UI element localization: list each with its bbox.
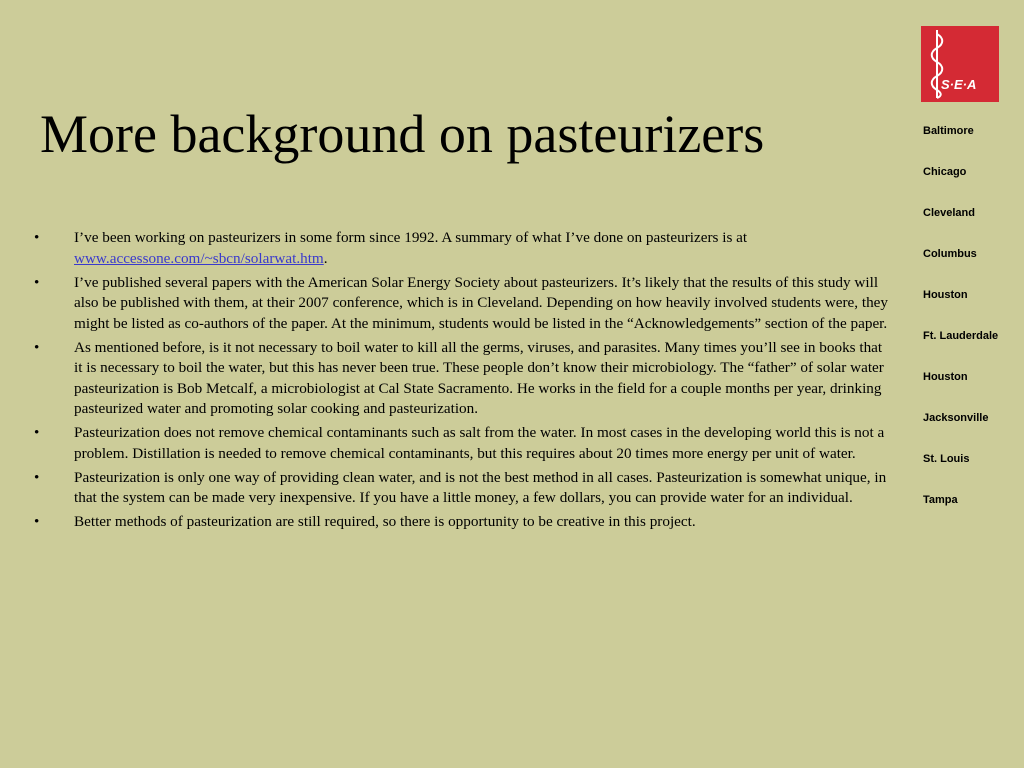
- bullet-icon: •: [34, 229, 40, 246]
- bullet-text: Better methods of pasteurization are still required, so there is opportunity to be creative in this project.: [74, 513, 696, 530]
- bullet-item: [30, 273, 890, 335]
- office-st-louis: St. Louis: [923, 453, 970, 465]
- bullet-item: [30, 338, 890, 420]
- office-list: [923, 124, 998, 534]
- office-columbus: Columbus: [923, 248, 977, 260]
- sea-logo: [921, 26, 999, 102]
- solarwat-link[interactable]: www.accessone.com/~sbcn/solarwat.htm: [74, 249, 324, 267]
- office-chicago: Chicago: [923, 166, 967, 178]
- office-jacksonville: Jacksonville: [923, 412, 989, 424]
- bullet-icon: •: [34, 273, 40, 291]
- office-baltimore: Baltimore: [923, 125, 974, 137]
- bullet-item: [30, 423, 890, 464]
- bullet-text: As mentioned before, is it not necessary to boil water to kill all the germs, viruses, and parasites. Many times you’ll see in books that it is necessary to boil the water, but this has never been true. These people don’t know their microbiology. The “father” of solar water pasteurization is Bob Metcalf, a microbiologist at Cal State Sacramento. He works in the field for a couple months per year, drinking pasteurized water and promoting solar cooking and pasteurization.: [74, 338, 884, 417]
- bullet-icon: •: [34, 424, 40, 441]
- bullet-item: [30, 468, 890, 509]
- office-ft-lauderdale: Ft. Lauderdale: [923, 330, 999, 342]
- office-houston-2: Houston: [923, 371, 968, 383]
- bullet-text: I’ve published several papers with the American Solar Energy Society about pasteurizers. It’s likely that the results of this study will also be published with them, at their 2007 conference, which is in Cleveland. Depending on how heavily involved students were, they might be listed as co-authors of the paper. At the minimum, students would be listed in the “Acknowledgements” section of the paper.: [74, 273, 889, 332]
- bullet-icon: •: [34, 513, 40, 530]
- office-tampa: Tampa: [923, 494, 958, 506]
- bullet-text: Pasteurization does not remove chemical contaminants such as salt from the water. In most cases in the developing world this is not a problem. Distillation is needed to remove chemical contaminants, but this requires about 20 times more energy per unit of water.: [74, 424, 885, 462]
- slide-title: More background on pasteurizers: [40, 104, 765, 164]
- bullet-text: Pasteurization is only one way of providing clean water, and is not the best method in all cases. Pasteurization is somewhat unique, in that the system can be made very inexpensive. If you have a little money, a few dollars, you can provide water for an individual.: [74, 468, 887, 506]
- bullet-text-end: .: [323, 249, 328, 267]
- bullet-item: [30, 228, 890, 269]
- svg-text:S·E·A: S·E·A: [941, 77, 977, 92]
- office-cleveland: Cleveland: [923, 207, 975, 219]
- bullet-icon: •: [34, 338, 40, 356]
- bullet-icon: •: [34, 468, 40, 486]
- bullet-text: I’ve been working on pasteurizers in some form since 1992. A summary of what I’ve done on pasteurizers is at: [74, 229, 748, 246]
- bullet-list: [30, 228, 890, 536]
- caduceus-icon: [921, 26, 999, 102]
- office-houston: Houston: [923, 289, 968, 301]
- bullet-item: [30, 512, 890, 533]
